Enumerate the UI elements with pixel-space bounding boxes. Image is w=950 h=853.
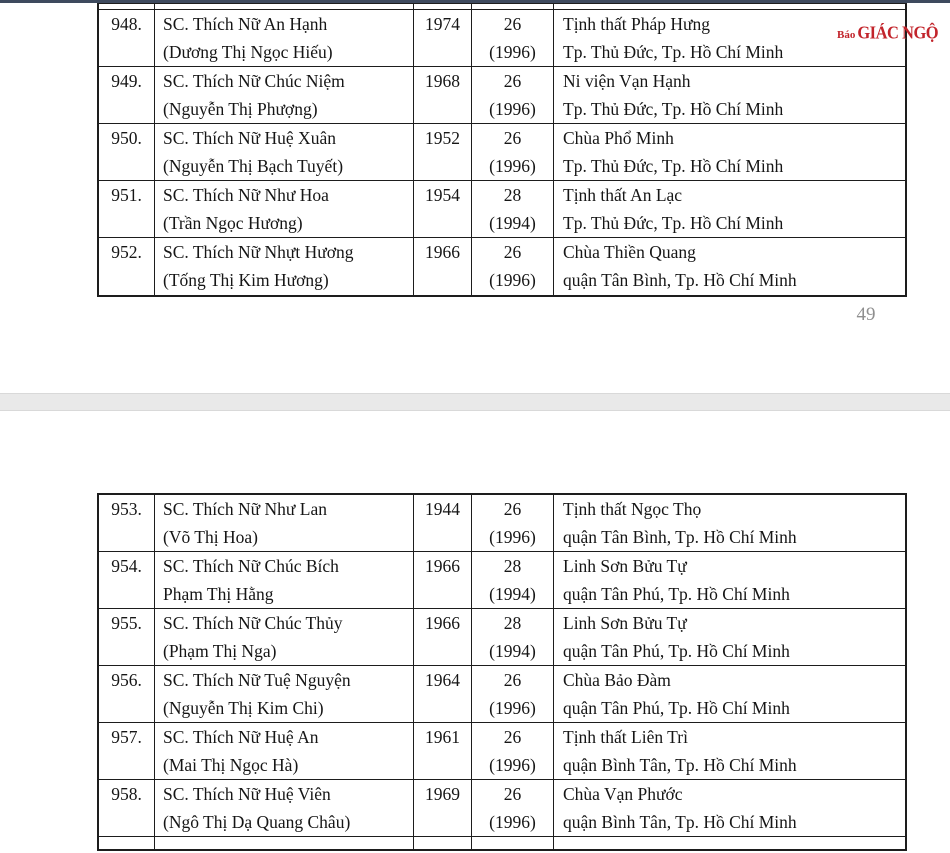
row-number-cell (99, 837, 155, 849)
temple-cell (554, 124, 905, 180)
directory-table-page-2 (97, 493, 907, 851)
name-cell (155, 780, 414, 836)
birth-year-cell: 1966 (414, 552, 472, 608)
birth-name: (Mai Thị Ngọc Hà) (163, 755, 299, 776)
ordination-year: (1996) (489, 42, 536, 63)
table-row (99, 67, 905, 124)
temple-location: Tp. Thủ Đức, Tp. Hồ Chí Minh (563, 99, 784, 120)
temple-name: Chùa Thiền Quang (563, 242, 696, 262)
table-row (99, 124, 905, 181)
ordination-cell (472, 495, 554, 551)
partial-row-bottom (99, 837, 905, 849)
ordination-cell (472, 181, 554, 237)
temple-name: Ni viện Vạn Hạnh (563, 71, 691, 91)
name-cell (155, 837, 414, 849)
birth-year-cell: 1944 (414, 495, 472, 551)
ordination-year: (1996) (489, 812, 536, 833)
name-cell (155, 723, 414, 779)
dharma-name: SC. Thích Nữ Chúc Bích (163, 556, 339, 576)
ordination-year: (1996) (489, 755, 536, 776)
temple-location: quận Bình Tân, Tp. Hồ Chí Minh (563, 812, 797, 833)
birth-name: (Dương Thị Ngọc Hiếu) (163, 42, 333, 63)
ordination-age: 26 (503, 499, 522, 519)
temple-name: Tịnh thất An Lạc (563, 185, 683, 205)
temple-cell (554, 666, 905, 722)
ordination-cell (472, 723, 554, 779)
temple-name: Chùa Bảo Đàm (563, 670, 671, 690)
name-cell (155, 181, 414, 237)
temple-cell (554, 238, 905, 295)
ordination-age: 26 (503, 71, 522, 91)
temple-name: Chùa Vạn Phước (563, 784, 683, 804)
birth-name: Phạm Thị Hằng (163, 584, 274, 605)
temple-cell (554, 181, 905, 237)
temple-location: quận Tân Bình, Tp. Hồ Chí Minh (563, 527, 797, 548)
name-cell (155, 495, 414, 551)
dharma-name: SC. Thích Nữ Huệ An (163, 727, 319, 747)
window-top-edge (0, 0, 950, 3)
ordination-cell (472, 609, 554, 665)
table-row (99, 723, 905, 780)
temple-name: Tịnh thất Liên Trì (563, 727, 688, 747)
ordination-age: 28 (503, 556, 522, 576)
watermark-title: GIÁC NGỘ (857, 22, 939, 43)
name-cell (155, 238, 414, 295)
ordination-cell (472, 780, 554, 836)
dharma-name: SC. Thích Nữ An Hạnh (163, 14, 328, 34)
ordination-year: (1996) (489, 99, 536, 120)
ordination-cell (472, 10, 554, 66)
giac-ngo-watermark (837, 23, 938, 43)
temple-cell (554, 495, 905, 551)
birth-year-cell: 1968 (414, 67, 472, 123)
ordination-cell (472, 124, 554, 180)
watermark-prefix: Báo (837, 29, 856, 41)
name-cell (155, 10, 414, 66)
birth-year-cell: 1966 (414, 238, 472, 295)
row-number-cell: 955. (99, 609, 155, 665)
temple-location: quận Bình Tân, Tp. Hồ Chí Minh (563, 755, 797, 776)
ordination-age: 26 (503, 14, 522, 34)
ordination-age: 26 (503, 670, 522, 690)
name-cell (155, 552, 414, 608)
birth-year-cell: 1954 (414, 181, 472, 237)
directory-table-page-1 (97, 2, 907, 297)
table-row (99, 780, 905, 837)
birth-year-cell: 1969 (414, 780, 472, 836)
dharma-name: SC. Thích Nữ Nhựt Hương (163, 242, 354, 262)
name-cell (155, 4, 414, 9)
row-number-cell: 956. (99, 666, 155, 722)
birth-year-cell: 1974 (414, 10, 472, 66)
row-number-cell: 950. (99, 124, 155, 180)
dharma-name: SC. Thích Nữ Chúc Thủy (163, 613, 343, 633)
birth-name: (Tống Thị Kim Hương) (163, 270, 329, 291)
ordination-year: (1996) (489, 156, 536, 177)
name-cell (155, 67, 414, 123)
row-number-cell (99, 4, 155, 9)
birth-year-cell: 1961 (414, 723, 472, 779)
birth-year-cell (414, 4, 472, 9)
ordination-year: (1996) (489, 698, 536, 719)
ordination-age: 28 (503, 613, 522, 633)
birth-name: (Trần Ngọc Hương) (163, 213, 303, 234)
page-gap (0, 393, 950, 411)
ordination-cell (472, 238, 554, 295)
temple-location: quận Tân Bình, Tp. Hồ Chí Minh (563, 270, 797, 291)
temple-cell (554, 609, 905, 665)
ordination-age: 28 (503, 185, 522, 205)
ordination-year: (1996) (489, 527, 536, 548)
birth-year-cell (414, 837, 472, 849)
birth-year-cell: 1964 (414, 666, 472, 722)
ordination-cell (472, 4, 554, 9)
row-number-cell: 954. (99, 552, 155, 608)
table-row (99, 609, 905, 666)
table-row (99, 10, 905, 67)
dharma-name: SC. Thích Nữ Tuệ Nguyện (163, 670, 351, 690)
dharma-name: SC. Thích Nữ Như Lan (163, 499, 327, 519)
row-number-cell: 949. (99, 67, 155, 123)
row-number-cell: 957. (99, 723, 155, 779)
table-row (99, 552, 905, 609)
birth-year-cell: 1952 (414, 124, 472, 180)
birth-name: (Phạm Thị Nga) (163, 641, 277, 662)
temple-cell (554, 67, 905, 123)
birth-name: (Ngô Thị Dạ Quang Châu) (163, 812, 351, 833)
ordination-age: 26 (503, 784, 522, 804)
dharma-name: SC. Thích Nữ Huệ Xuân (163, 128, 336, 148)
temple-name: Tịnh thất Ngọc Thọ (563, 499, 702, 519)
temple-cell (554, 552, 905, 608)
row-number-cell: 953. (99, 495, 155, 551)
temple-location: Tp. Thủ Đức, Tp. Hồ Chí Minh (563, 42, 784, 63)
ordination-year: (1996) (489, 270, 536, 291)
row-number-cell: 948. (99, 10, 155, 66)
temple-cell (554, 837, 905, 849)
dharma-name: SC. Thích Nữ Như Hoa (163, 185, 329, 205)
ordination-age: 26 (503, 128, 522, 148)
temple-name: Linh Sơn Bửu Tự (563, 556, 687, 576)
temple-cell (554, 780, 905, 836)
document-page-1 (0, 3, 950, 393)
birth-name: (Nguyễn Thị Kim Chi) (163, 698, 324, 719)
birth-name: (Nguyễn Thị Phượng) (163, 99, 318, 120)
ordination-cell (472, 552, 554, 608)
table-row (99, 238, 905, 295)
temple-name: Tịnh thất Pháp Hưng (563, 14, 711, 34)
ordination-year: (1994) (489, 584, 536, 605)
dharma-name: SC. Thích Nữ Huệ Viên (163, 784, 331, 804)
name-cell (155, 124, 414, 180)
document-page-2 (0, 411, 950, 853)
ordination-year: (1994) (489, 641, 536, 662)
row-number-cell: 958. (99, 780, 155, 836)
temple-location: quận Tân Phú, Tp. Hồ Chí Minh (563, 698, 790, 719)
row-number-cell: 952. (99, 238, 155, 295)
row-number-cell: 951. (99, 181, 155, 237)
ordination-cell (472, 666, 554, 722)
temple-location: Tp. Thủ Đức, Tp. Hồ Chí Minh (563, 156, 784, 177)
table-row (99, 181, 905, 238)
name-cell (155, 609, 414, 665)
table-row (99, 495, 905, 552)
birth-name: (Võ Thị Hoa) (163, 527, 258, 548)
temple-location: quận Tân Phú, Tp. Hồ Chí Minh (563, 584, 790, 605)
temple-location: Tp. Thủ Đức, Tp. Hồ Chí Minh (563, 213, 784, 234)
temple-location: quận Tân Phú, Tp. Hồ Chí Minh (563, 641, 790, 662)
ordination-year: (1994) (489, 213, 536, 234)
birth-year-cell: 1966 (414, 609, 472, 665)
page-number: 49 (856, 304, 876, 325)
name-cell (155, 666, 414, 722)
table-row (99, 666, 905, 723)
birth-name: (Nguyễn Thị Bạch Tuyết) (163, 156, 344, 177)
ordination-age: 26 (503, 727, 522, 747)
ordination-age: 26 (503, 242, 522, 262)
temple-name: Linh Sơn Bửu Tự (563, 613, 687, 633)
temple-cell (554, 723, 905, 779)
temple-name: Chùa Phổ Minh (563, 128, 674, 148)
dharma-name: SC. Thích Nữ Chúc Niệm (163, 71, 345, 91)
ordination-cell (472, 837, 554, 849)
ordination-cell (472, 67, 554, 123)
temple-cell (554, 4, 905, 9)
